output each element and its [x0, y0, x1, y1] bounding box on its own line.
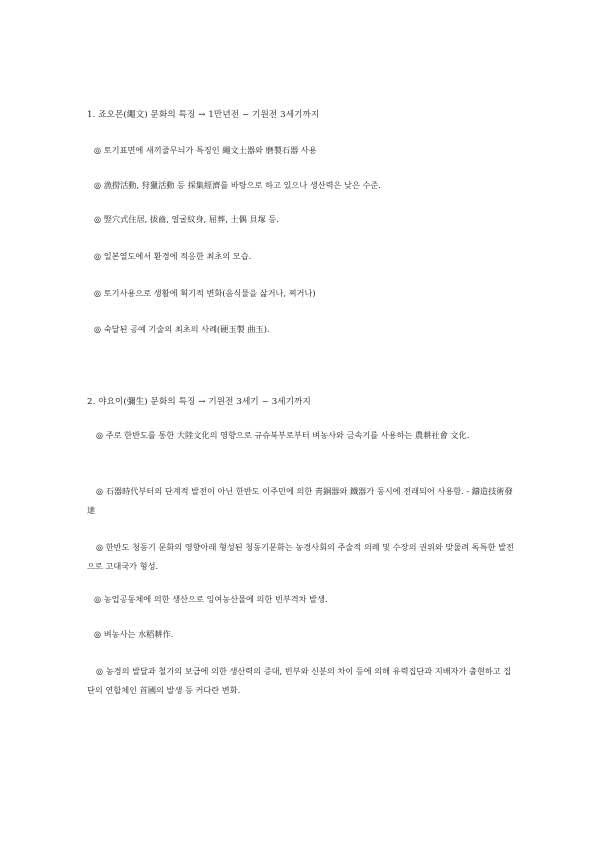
list-item: ◎ 농업공동체에 의한 생산으로 잉여농산물에 의한 빈부격차 발생. [94, 594, 328, 604]
list-item: ◎ 주로 한반도를 통한 大陸文化의 영향으로 규슈북부로부터 벼농사와 금속기를 사용하는 農耕社會 文化. [96, 430, 470, 440]
section-1-heading: 1. 죠오몬(繩文) 문화의 특징 → 1만년전 ~ 기원전 3세기까지 [87, 110, 320, 120]
list-item: ◎ 숙달된 공예 기술의 최초의 사례(硬玉製 曲玉). [94, 324, 270, 334]
list-item: ◎ 일본열도에서 환경에 적응한 최초의 모습. [94, 251, 252, 261]
list-item: ◎ 竪穴式住居, 拔齒, 얼굴紋身, 屈葬, 土偶 貝塚 등. [94, 214, 279, 224]
section-2-heading: 2. 야요이(彌生) 문화의 특징 → 기원전 3세기 ~ 3세기까지 [87, 397, 311, 407]
list-item: ◎ 漁撈活動, 狩獵活動 등 採集經濟를 바탕으로 하고 있으나 생산력은 낮은 수준. [94, 180, 381, 190]
list-item: ◎ 토기표면에 새끼줄무늬가 특징인 繩文土器와 磨製石器 사용 [94, 145, 317, 155]
list-item: ◎ 벼농사는 水稻耕作. [94, 629, 174, 639]
list-item: ◎ 농경의 발달과 철기의 보급에 의한 생산력의 증대, 빈부와 신분의 차이 등에 의해 유력집단과 지배자가 출현하고 집단의 연합체인 首國의 발생 등 커다란 변화. [87, 666, 512, 695]
list-item: ◎ 한반도 청동기 문화의 영향아래 형성된 청동기문화는 농경사회의 주술적 의례 및 수장의 권위와 맞물려 독특한 발전으로 고대국가 형성. [87, 542, 514, 571]
list-item: ◎ 토기사용으로 생활에 획기적 변화(음식물을 삶거나, 찌거나) [94, 288, 316, 298]
list-item: ◎ 石器時代부터의 단계적 발전이 아닌 한반도 이주민에 의한 靑銅器와 鐵器가 동시에 전래되어 사용함. - 鑄造技術發達 [87, 486, 513, 515]
